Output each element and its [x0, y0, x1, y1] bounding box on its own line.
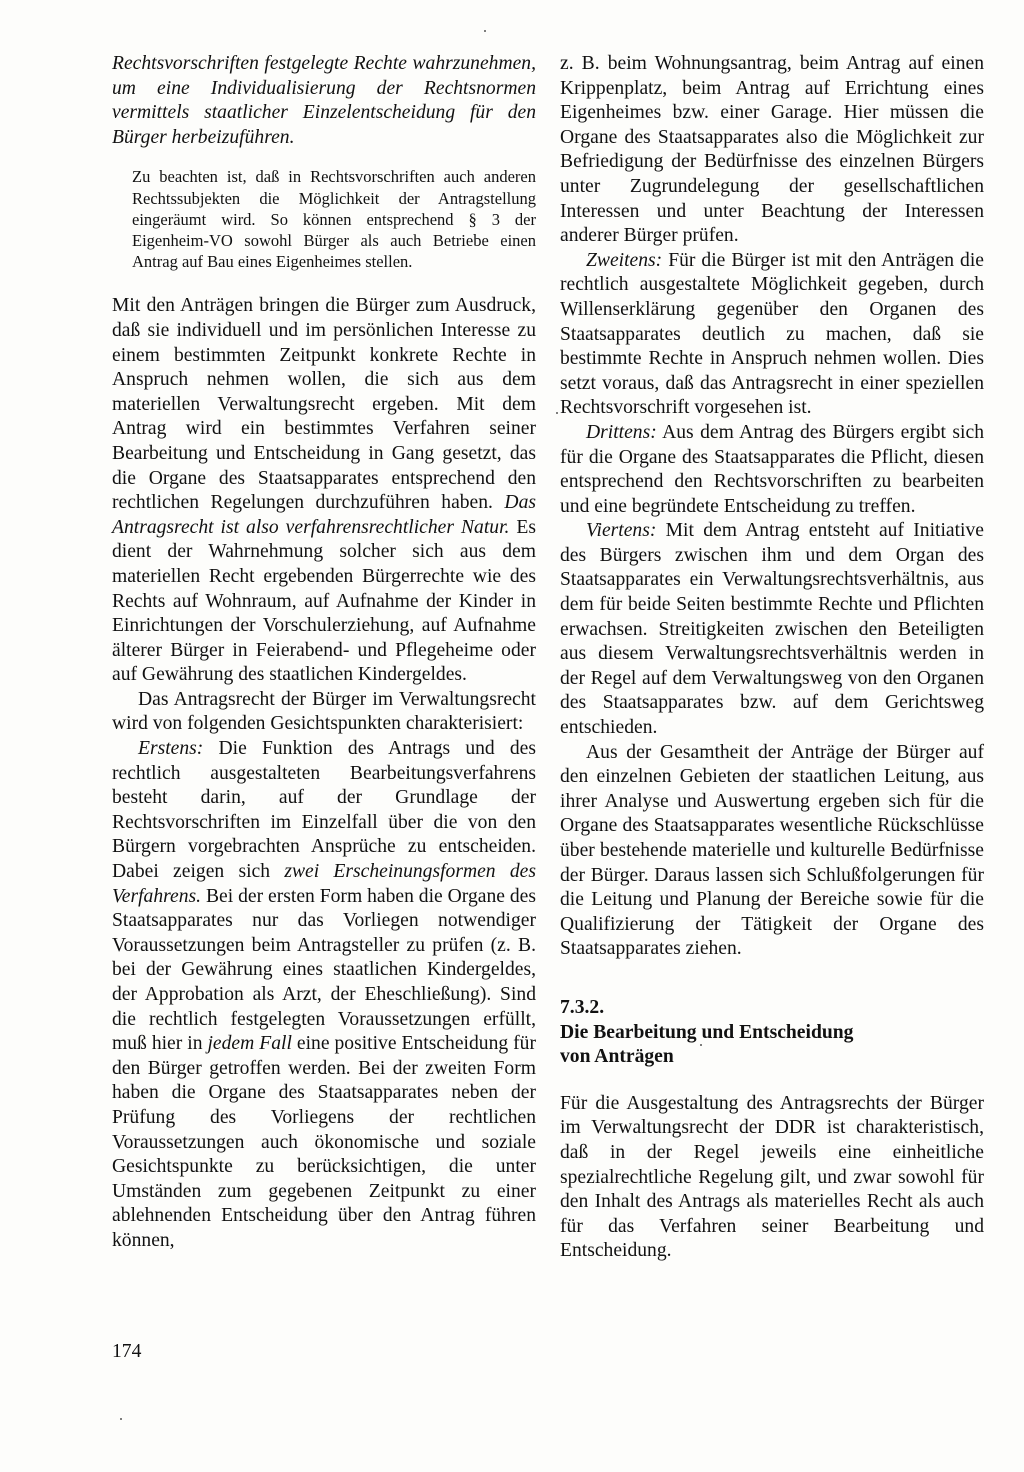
section-title-line-2: von Anträgen: [560, 1046, 674, 1068]
italic-text: Das Antragsrecht ist also verfahrensrechtlicher Natur.: [112, 492, 536, 538]
right-paragraph-3: [560, 421, 984, 519]
print-speck: [120, 1418, 122, 1420]
right-paragraph-6: Für die Ausgestaltung des Antragsrechts der Bürger im Verwaltungsrecht der DDR ist charakteristisch, daß in der Regel jeweils eine einheitliche spezialrechtliche Regelung gilt, und zwar sowohl für den Inhalt des Antrags als materielles Recht als auch für das Verfahren seiner Bearbeitung und Entscheidung.: [560, 1092, 984, 1262]
left-paragraph-2: [112, 294, 536, 688]
print-speck: [556, 412, 558, 414]
text-run: eine positive Entscheidung für den Bürger getroffen werden. Bei der zweiten Form haben die Organe des Staatsapparates neben der Prüfung des Vorliegens der rechtlichen Voraussetzungen auch ökonomische und soziale Gesichtspunkte zu berücksichtigen, die unter Umständen zum gegebenen Zeitpunkt zu einer ablehnenden Entscheidung über den Antrag führen können,: [112, 1033, 537, 1251]
italic-lead: Viertens:: [586, 520, 657, 542]
text-run: Es dient der Wahrnehmung solcher sich aus dem materiellen Recht ergebenden Bürgerrechte wie des Rechts auf Wohnraum, auf Aufnahme der Kinder in Einrichtungen der Vorschulerziehung, auf Aufnahme älterer Bürger in Feierabend- und Pflegeheime oder auf Gewährung des staatlichen Kindergeldes.: [112, 516, 536, 686]
right-column: [560, 52, 984, 1264]
section-number: 7.3.2.: [560, 996, 605, 1018]
page-number: 174: [112, 1341, 142, 1362]
italic-text: jedem Fall: [207, 1033, 292, 1055]
right-paragraph-2: [560, 249, 984, 421]
text-run: Aus dem Antrag des Bürgers ergibt sich für die Organe des Staatsapparates die Pflicht, diesen entsprechend den Rechtsvorschriften zu bearbeiten und eine begründete Entscheidung zu treffen.: [560, 421, 984, 517]
section-title-line-1: Die Bearbeitung und Entscheidung: [560, 1021, 854, 1043]
print-speck: [700, 1044, 702, 1046]
right-paragraph-1: z. B. beim Wohnungsantrag, beim Antrag auf einen Krippenplatz, beim Antrag auf Errichtung eines Eigenheimes bzw. einer Garage. Hier müssen die Organe des Staatsapparates also die Möglichkeit zur Befriedigung der Bedürfnisse des einzelnen Bürgers unter Zugrundelegung der gesellschaftlichen Interessen und unter Beachtung der Interessen anderer Bürger prüfen.: [560, 53, 984, 247]
left-column: [112, 52, 536, 1254]
small-print-note: Zu beachten ist, daß in Rechtsvorschriften auch anderen Rechtssubjekten die Möglichkeit der Antragstellung eingeräumt wird. So können entsprechend § 3 der Eigenheim-VO sowohl Bürger als auch Betriebe einen Antrag auf Bau eines Eigenheimes stellen.: [132, 167, 536, 272]
left-paragraph-4: [112, 737, 536, 1253]
italic-lead: Erstens:: [138, 738, 204, 760]
text-run: Mit den Anträgen bringen die Bürger zum Ausdruck, daß sie individuell und im persönlichen Interesse zu einem bestimmten Zeitpunkt konkrete Rechte in Anspruch nehmen wollen, die sich aus dem materiellen Verwaltungsrecht ergeben. Mit dem Antrag wird ein bestimmtes Verfahren seiner Bearbeitung und Entscheidung in Gang gesetzt, das die Organe des Staatsapparates entsprechend den rechtlichen Regelungen durchzuführen haben.: [112, 295, 536, 514]
text-run: Für die Bürger ist mit den Anträgen die rechtlich ausgestaltete Möglichkeit gegeben, durch Willenserklärung gegenüber den Organen des Staatsapparates deutlich zu machen, daß sie bestimmte Rechte in Anspruch nehmen wollen. Dies setzt voraus, daß das Antragsrecht in einer speziellen Rechtsvorschrift vorgesehen ist.: [560, 249, 984, 419]
section-heading: [560, 996, 984, 1070]
text-run: Mit dem Antrag entsteht auf Initiative des Bürgers zwischen ihm und dem Organ des Staatsapparates ein Verwaltungsrechtsverhältnis, aus dem für beide Seiten bestimmte Rechte und Pflichten erwachsen. Streitigkeiten zwischen den Beteiligten aus diesem Verwaltungsrechtsverhältnis werden in der Regel auf dem Verwaltungsweg von den Organen des Staatsapparates bzw. auf dem Gerichtsweg entschieden.: [560, 520, 984, 739]
text-run: Bei der ersten Form haben die Organe des Staatsapparates nur das Vorliegen notwendiger Voraussetzungen beim Antragsteller zu prüfen (z. B. bei der Gewährung eines staatlichen Kindergeldes, der Approbation als Arzt, der Eheschließung). Sind die rechtlich festgelegten Voraussetzungen erfüllt, muß hier in: [112, 885, 536, 1055]
right-paragraph-5: Aus der Gesamtheit der Anträge der Bürger auf den einzelnen Gebieten der staatlichen Leitung, aus ihrer Analyse und Auswertung ergeben sich für die Organe des Staatsapparates wesentliche Rückschlüsse über bestehende materielle und kulturelle Bedürfnisse der Bürger. Daraus lassen sich Schlußfolgerungen für die Leitung und Planung der Bereiche sowie für die Qualifizierung der Tätigkeit der Organe des Staatsapparates ziehen.: [560, 741, 984, 960]
right-paragraph-4: [560, 519, 984, 740]
italic-text: zwei Erscheinungsformen des Verfahrens.: [112, 861, 536, 907]
italic-lead: Drittens:: [586, 421, 657, 443]
left-paragraph-3: Das Antragsrecht der Bürger im Verwaltungsrecht wird von folgenden Gesichtspunkten charakterisiert:: [112, 688, 536, 735]
left-paragraph-1: [112, 52, 536, 150]
italic-lead: Zweitens:: [586, 249, 663, 271]
print-speck: [484, 30, 486, 32]
text-run: Die Funktion des Antrags und des rechtlich ausgestalteten Bearbeitungsverfahrens besteht darin, auf der Grundlage der Rechtsvorschriften im Einzelfall über die von den Bürgern vorgebrachten Ansprüche zu entscheiden. Dabei zeigen sich: [112, 738, 536, 883]
italic-text: Rechtsvorschriften festgelegte Rechte wahrzunehmen, um eine Individualisierung der Rechtsnormen vermittels staatlicher Einzelentscheidung für den Bürger herbeizuführen.: [112, 53, 536, 148]
